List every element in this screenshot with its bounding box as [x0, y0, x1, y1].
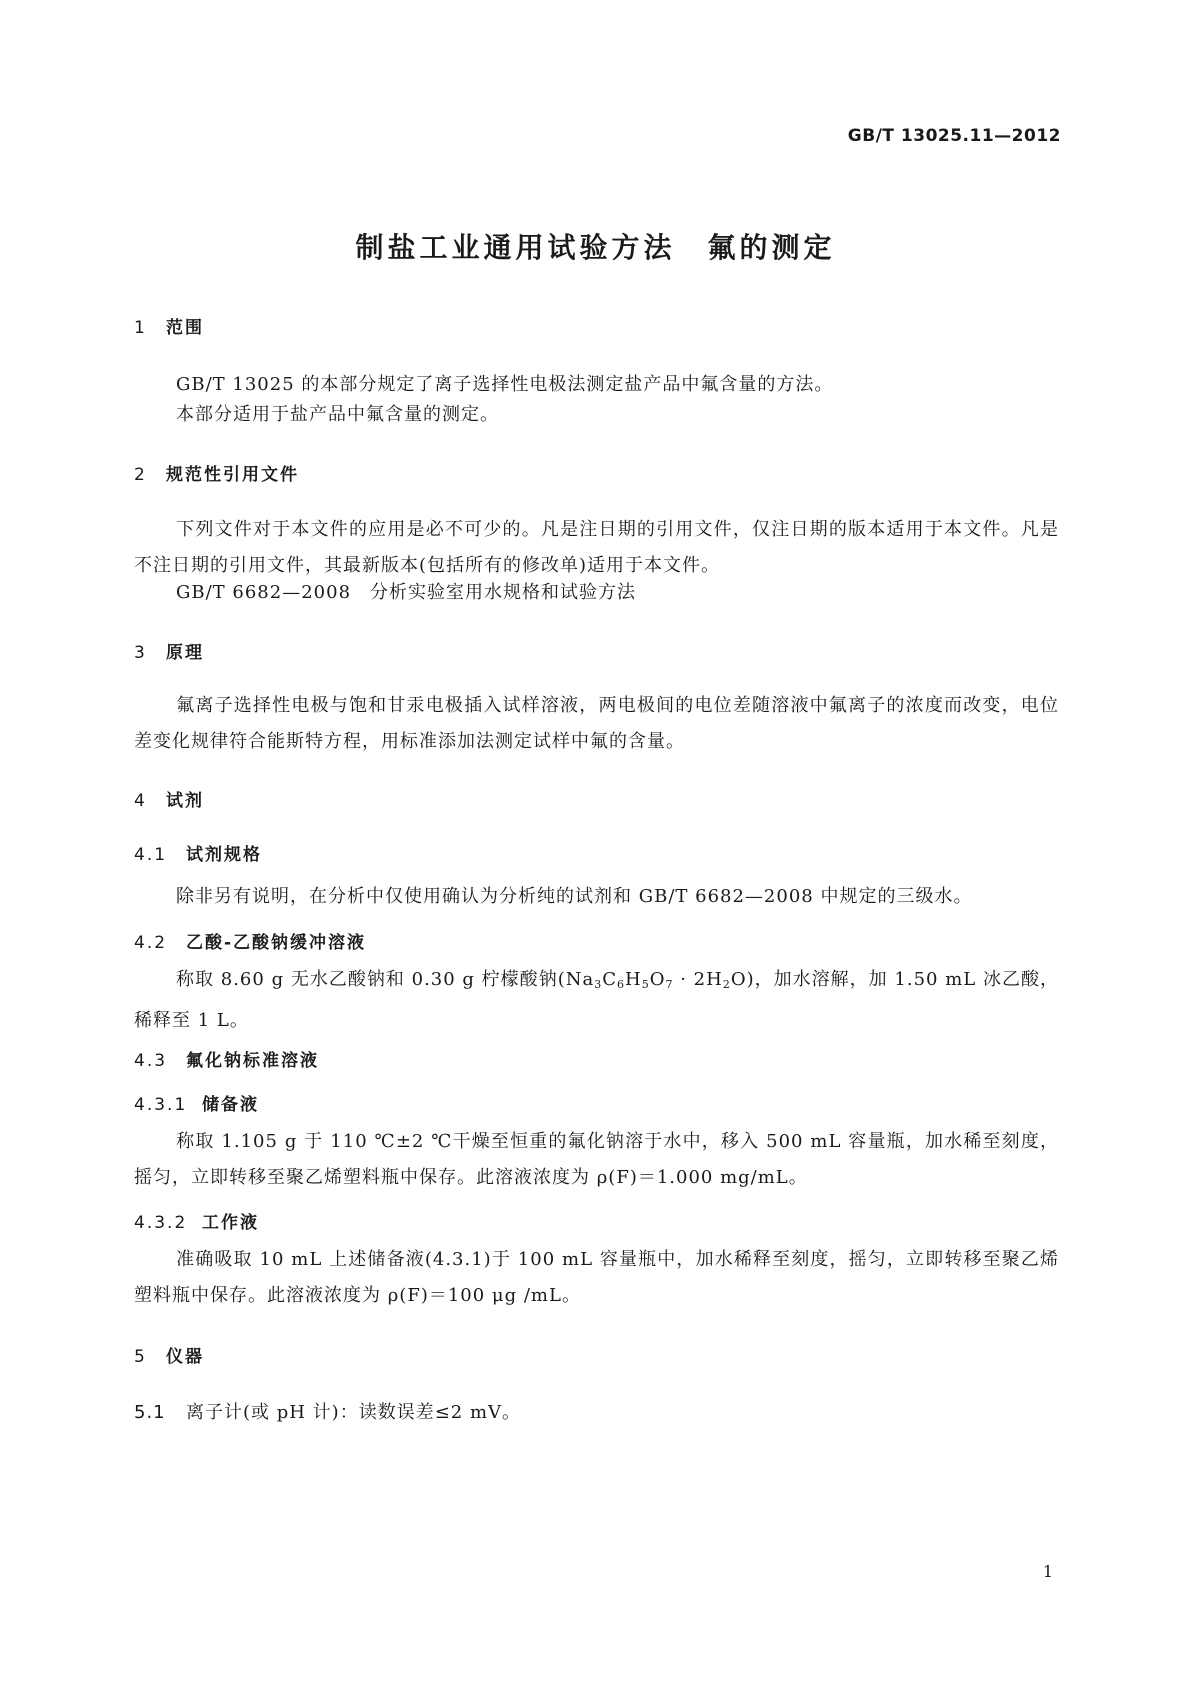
paragraph	[134, 1124, 1059, 1196]
section-4-2-heading	[134, 928, 366, 953]
section-3-heading	[134, 638, 204, 663]
paragraph	[134, 688, 1059, 760]
section-title: 规范性引用文件	[166, 465, 299, 485]
standard-number: GB/T 13025.11—2012	[847, 126, 1061, 146]
section-number: 4.3.1	[134, 1095, 188, 1115]
section-4-3-2-heading	[134, 1208, 259, 1233]
section-number: 2	[134, 465, 147, 485]
section-4-3-heading	[134, 1046, 319, 1071]
chemical-formula: $Na_3C_6H_5O_7 \cdot 2H_2O$	[565, 969, 747, 991]
section-4-heading	[134, 786, 204, 811]
section-title: 仪器	[166, 1347, 204, 1367]
paragraph-text: 下列文件对于本文件的应用是必不可少的。凡是注日期的引用文件，仅注日期的版本适用于本文件。凡是不注日期的引用文件，其最新版本(包括所有的修改单)适用于本文件。	[134, 519, 1059, 576]
section-number: 5	[134, 1347, 147, 1367]
section-5-heading	[134, 1342, 204, 1367]
section-title: 储备液	[202, 1095, 259, 1115]
section-number: 3	[134, 643, 147, 663]
section-2-heading	[134, 460, 299, 485]
section-5-1-item	[134, 1398, 521, 1424]
section-title: 氟化钠标准溶液	[186, 1051, 319, 1071]
page-number: 1	[1042, 1562, 1053, 1581]
document-title: 制盐工业通用试验方法 氟的测定	[355, 231, 836, 264]
section-title: 原理	[166, 643, 204, 663]
paragraph: 本部分适用于盐产品中氟含量的测定。	[176, 404, 499, 425]
normative-reference: GB/T 6682—2008 分析实验室用水规格和试验方法	[176, 582, 637, 603]
section-title: 工作液	[202, 1213, 259, 1233]
paragraph-text: 氟离子选择性电极与饱和甘汞电极插入试样溶液，两电极间的电位差随溶液中氟离子的浓度而改变，电位差变化规律符合能斯特方程，用标准添加法测定试样中氟的含量。	[134, 695, 1059, 752]
paragraph-text: 准确吸取 10 mL 上述储备液(4.3.1)于 100 mL 容量瓶中，加水稀释至刻度，摇匀，立即转移至聚乙烯塑料瓶中保存。此溶液浓度为 ρ(F)＝100 μg /mL。	[134, 1249, 1059, 1306]
paragraph-text: )，加水溶解，加 1.50 mL 冰乙酸，稀释至 1 L。	[134, 969, 1059, 1031]
paragraph: 除非另有说明，在分析中仅使用确认为分析纯的试剂和 GB/T 6682—2008 中规定的三级水。	[176, 886, 973, 907]
paragraph-text: 称取 1.105 g 于 110 ℃±2 ℃干燥至恒重的氟化钠溶于水中，移入 500 mL 容量瓶，加水稀至刻度，摇匀，立即转移至聚乙烯塑料瓶中保存。此溶液浓度为 ρ(F)＝1.000 mg/mL。	[134, 1131, 1059, 1188]
section-title: 试剂	[166, 791, 204, 811]
paragraph: GB/T 13025 的本部分规定了离子选择性电极法测定盐产品中氟含量的方法。	[176, 374, 834, 395]
section-number: 4.3.2	[134, 1213, 188, 1233]
paragraph	[134, 1242, 1059, 1314]
paragraph	[134, 512, 1059, 584]
section-4-3-1-heading	[134, 1090, 259, 1115]
section-number: 5.1	[134, 1402, 166, 1423]
section-number: 4.1	[134, 845, 168, 865]
section-title: 试剂规格	[186, 845, 262, 865]
item-text: 离子计(或 pH 计)：读数误差≤2 mV。	[186, 1402, 522, 1423]
section-number: 4.3	[134, 1051, 168, 1071]
section-number: 4	[134, 791, 147, 811]
section-title: 乙酸-乙酸钠缓冲溶液	[186, 933, 367, 953]
section-number: 1	[134, 318, 147, 338]
section-4-1-heading	[134, 840, 262, 865]
section-number: 4.2	[134, 933, 168, 953]
paragraph-text: 称取 8.60 g 无水乙酸钠和 0.30 g 柠檬酸钠(	[176, 969, 566, 990]
paragraph	[134, 962, 1059, 1039]
section-title: 范围	[166, 318, 204, 338]
section-1-heading	[134, 313, 204, 338]
